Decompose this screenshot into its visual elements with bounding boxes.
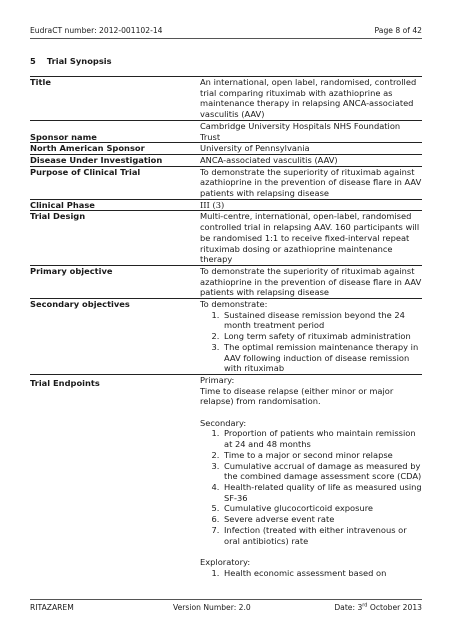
list-item: 5. Cumulative glucocorticoid exposure (222, 503, 422, 514)
row-label: Primary objective (30, 265, 113, 276)
row-value: To demonstrate the superiority of rituximab against azathioprine in the prevention of disease flare in AAV patients with relapsing disease (200, 265, 422, 298)
row-value (197, 375, 422, 578)
row-label: Purpose of Clinical Trial (30, 166, 141, 177)
row-label: North American Sponsor (30, 143, 145, 154)
row-value: ANCA-associated vasculitis (AAV) (200, 154, 338, 165)
page-number: Page 8 of 42 (374, 26, 422, 35)
row-value: III (3) (200, 199, 225, 210)
list-item: 4. Health-related quality of life as measured using SF-36 (222, 482, 422, 503)
row-label: Title (30, 77, 51, 87)
date-ordinal: rd (362, 602, 368, 609)
row-value: University of Pennsylvania (200, 143, 310, 154)
list-item: 2. Time to a major or second minor relapse (222, 450, 422, 461)
exploratory-endpoint-heading: Exploratory: (200, 556, 251, 567)
list-item: 6. Severe adverse event rate (222, 514, 422, 525)
primary-endpoint-text: Time to disease relapse (either minor or major relapse) from randomisation. (200, 385, 394, 407)
row-value: Multi-centre, international, open-label, randomised controlled trial in relapsing AAV. 160 participants will be randomised 1:1 to receive fixed-interval repeat rituximab dosing or azathioprine maintenance therapy (200, 211, 420, 265)
document-date (334, 603, 422, 612)
synopsis-row-disease (30, 155, 422, 167)
row-value: Cambridge University Hospitals NHS Foundation Trust (200, 120, 401, 142)
row-label: Disease Under Investigation (30, 154, 163, 165)
synopsis-row-design (30, 211, 422, 266)
trial-acronym: RITAZAREM (30, 603, 74, 612)
row-label: Secondary objectives (30, 299, 130, 310)
synopsis-row-phase (30, 200, 422, 212)
date-suffix: October 2013 (367, 603, 422, 612)
eudract-number: EudraCT number: 2012-001102-14 (30, 26, 163, 35)
secondary-endpoint-list (200, 428, 422, 546)
list-item: 7. Infection (treated with either intravenous or oral antibiotics) rate (222, 525, 422, 546)
row-value (197, 299, 422, 374)
synopsis-row-title (30, 76, 422, 121)
synopsis-row-secondary-objectives (30, 299, 422, 375)
version-number: Version Number: 2.0 (173, 603, 251, 612)
section-heading (30, 56, 112, 66)
list-item: 3. Cumulative accrual of damage as measured by the combined damage assessment score (CDA) (222, 461, 422, 482)
footer-rule (30, 599, 422, 600)
synopsis-table (30, 76, 422, 578)
page-footer (30, 603, 422, 615)
section-title: Trial Synopsis (46, 56, 112, 66)
list-item: 1. Proportion of patients who maintain remission at 24 and 48 months (222, 428, 422, 449)
synopsis-row-na-sponsor (30, 142, 422, 155)
primary-endpoint-heading: Primary: (200, 374, 235, 385)
synopsis-row-endpoints (30, 375, 422, 578)
synopsis-row-primary-objective (30, 266, 422, 299)
synopsis-row-sponsor (30, 121, 422, 142)
row-label: Trial Endpoints (30, 377, 100, 388)
header-rule (30, 38, 422, 39)
list-item: 2. Long term safety of rituximab administration (222, 331, 422, 342)
list-item: 1. Sustained disease remission beyond the 24 month treatment period (222, 310, 422, 331)
synopsis-row-purpose (30, 167, 422, 200)
secondary-endpoint-heading: Secondary: (200, 417, 247, 428)
row-label: Clinical Phase (30, 199, 95, 210)
row-value: To demonstrate the superiority of rituximab against azathioprine in the prevention of disease flare in AAV patients with relapsing disease (200, 166, 422, 199)
list-item: 3. The optimal remission maintenance therapy in AAV following induction of disease remission with rituximab (222, 342, 422, 374)
row-value: An international, open label, randomised, controlled trial comparing rituximab with azathioprine as maintenance therapy in relapsing ANCA-associated vasculitis (AAV) (200, 77, 417, 120)
secondary-list (200, 310, 422, 374)
exploratory-endpoint-list (200, 568, 422, 579)
row-label: Trial Design (30, 211, 86, 222)
date-prefix: Date: 3 (334, 603, 363, 612)
section-number: 5 (30, 56, 36, 66)
row-label: Sponsor name (30, 131, 97, 142)
list-item: 1. Health economic assessment based on (222, 568, 422, 579)
secondary-intro: To demonstrate: (200, 299, 268, 310)
